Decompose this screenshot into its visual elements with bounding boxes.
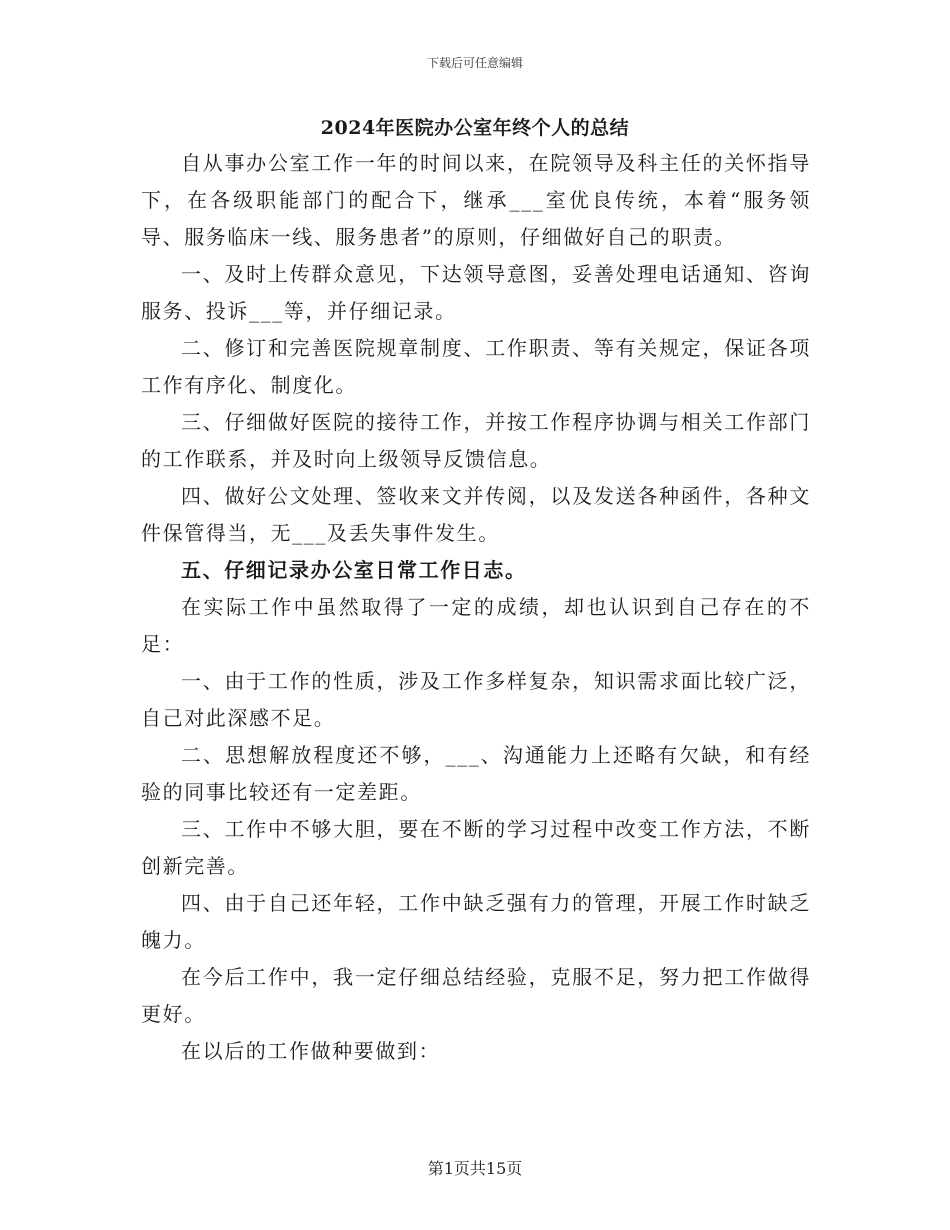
document-body <box>141 145 811 1070</box>
paragraph-shortcoming-3: 三、工作中不够大胆，要在不断的学习过程中改变工作方法，不断创新完善。 <box>141 817 811 878</box>
paragraph-duty-5: 五、仔细记录办公室日常工作日志。 <box>181 558 527 582</box>
paragraph-intro: 自从事办公室工作一年的时间以来，在院领导及科主任的关怀指导下，在各级职能部门的配合下，继承___室优良传统，本着“服务领导、服务临床一线、服务患者”的原则，仔细做好自己的职责。 <box>141 151 811 249</box>
document-title: 2024年医院办公室年终个人的总结 <box>320 117 630 139</box>
paragraph-plan-intro: 在以后的工作做种要做到： <box>181 1039 441 1063</box>
paragraph-duty-1: 一、及时上传群众意见，下达领导意图，妥善处理电话通知、咨询服务、投诉___等，并仔细记录。 <box>141 262 811 323</box>
paragraph-duty-4: 四、做好公文处理、签收来文并传阅，以及发送各种函件，各种文件保管得当，无___及丢失事件发生。 <box>141 484 811 545</box>
page-number: 第1页共15页 <box>427 1159 523 1178</box>
paragraph-shortcoming-1: 一、由于工作的性质，涉及工作多样复杂，知识需求面比较广泛，自己对此深感不足。 <box>141 669 811 730</box>
paragraph-shortcomings-intro: 在实际工作中虽然取得了一定的成绩，却也认识到自己存在的不足： <box>141 595 811 656</box>
paragraph-duty-2: 二、修订和完善医院规章制度、工作职责、等有关规定，保证各项工作有序化、制度化。 <box>141 336 811 397</box>
paragraph-duty-3: 三、仔细做好医院的接待工作，并按工作程序协调与相关工作部门的工作联系，并及时向上级领导反馈信息。 <box>141 410 811 471</box>
header-note: 下载后可任意编辑 <box>426 56 523 70</box>
paragraph-future: 在今后工作中，我一定仔细总结经验，克服不足，努力把工作做得更好。 <box>141 965 811 1026</box>
paragraph-shortcoming-4: 四、由于自己还年轻，工作中缺乏强有力的管理，开展工作时缺乏魄力。 <box>141 891 811 952</box>
paragraph-shortcoming-2: 二、思想解放程度还不够，___、沟通能力上还略有欠缺，和有经验的同事比较还有一定差距。 <box>141 743 811 804</box>
